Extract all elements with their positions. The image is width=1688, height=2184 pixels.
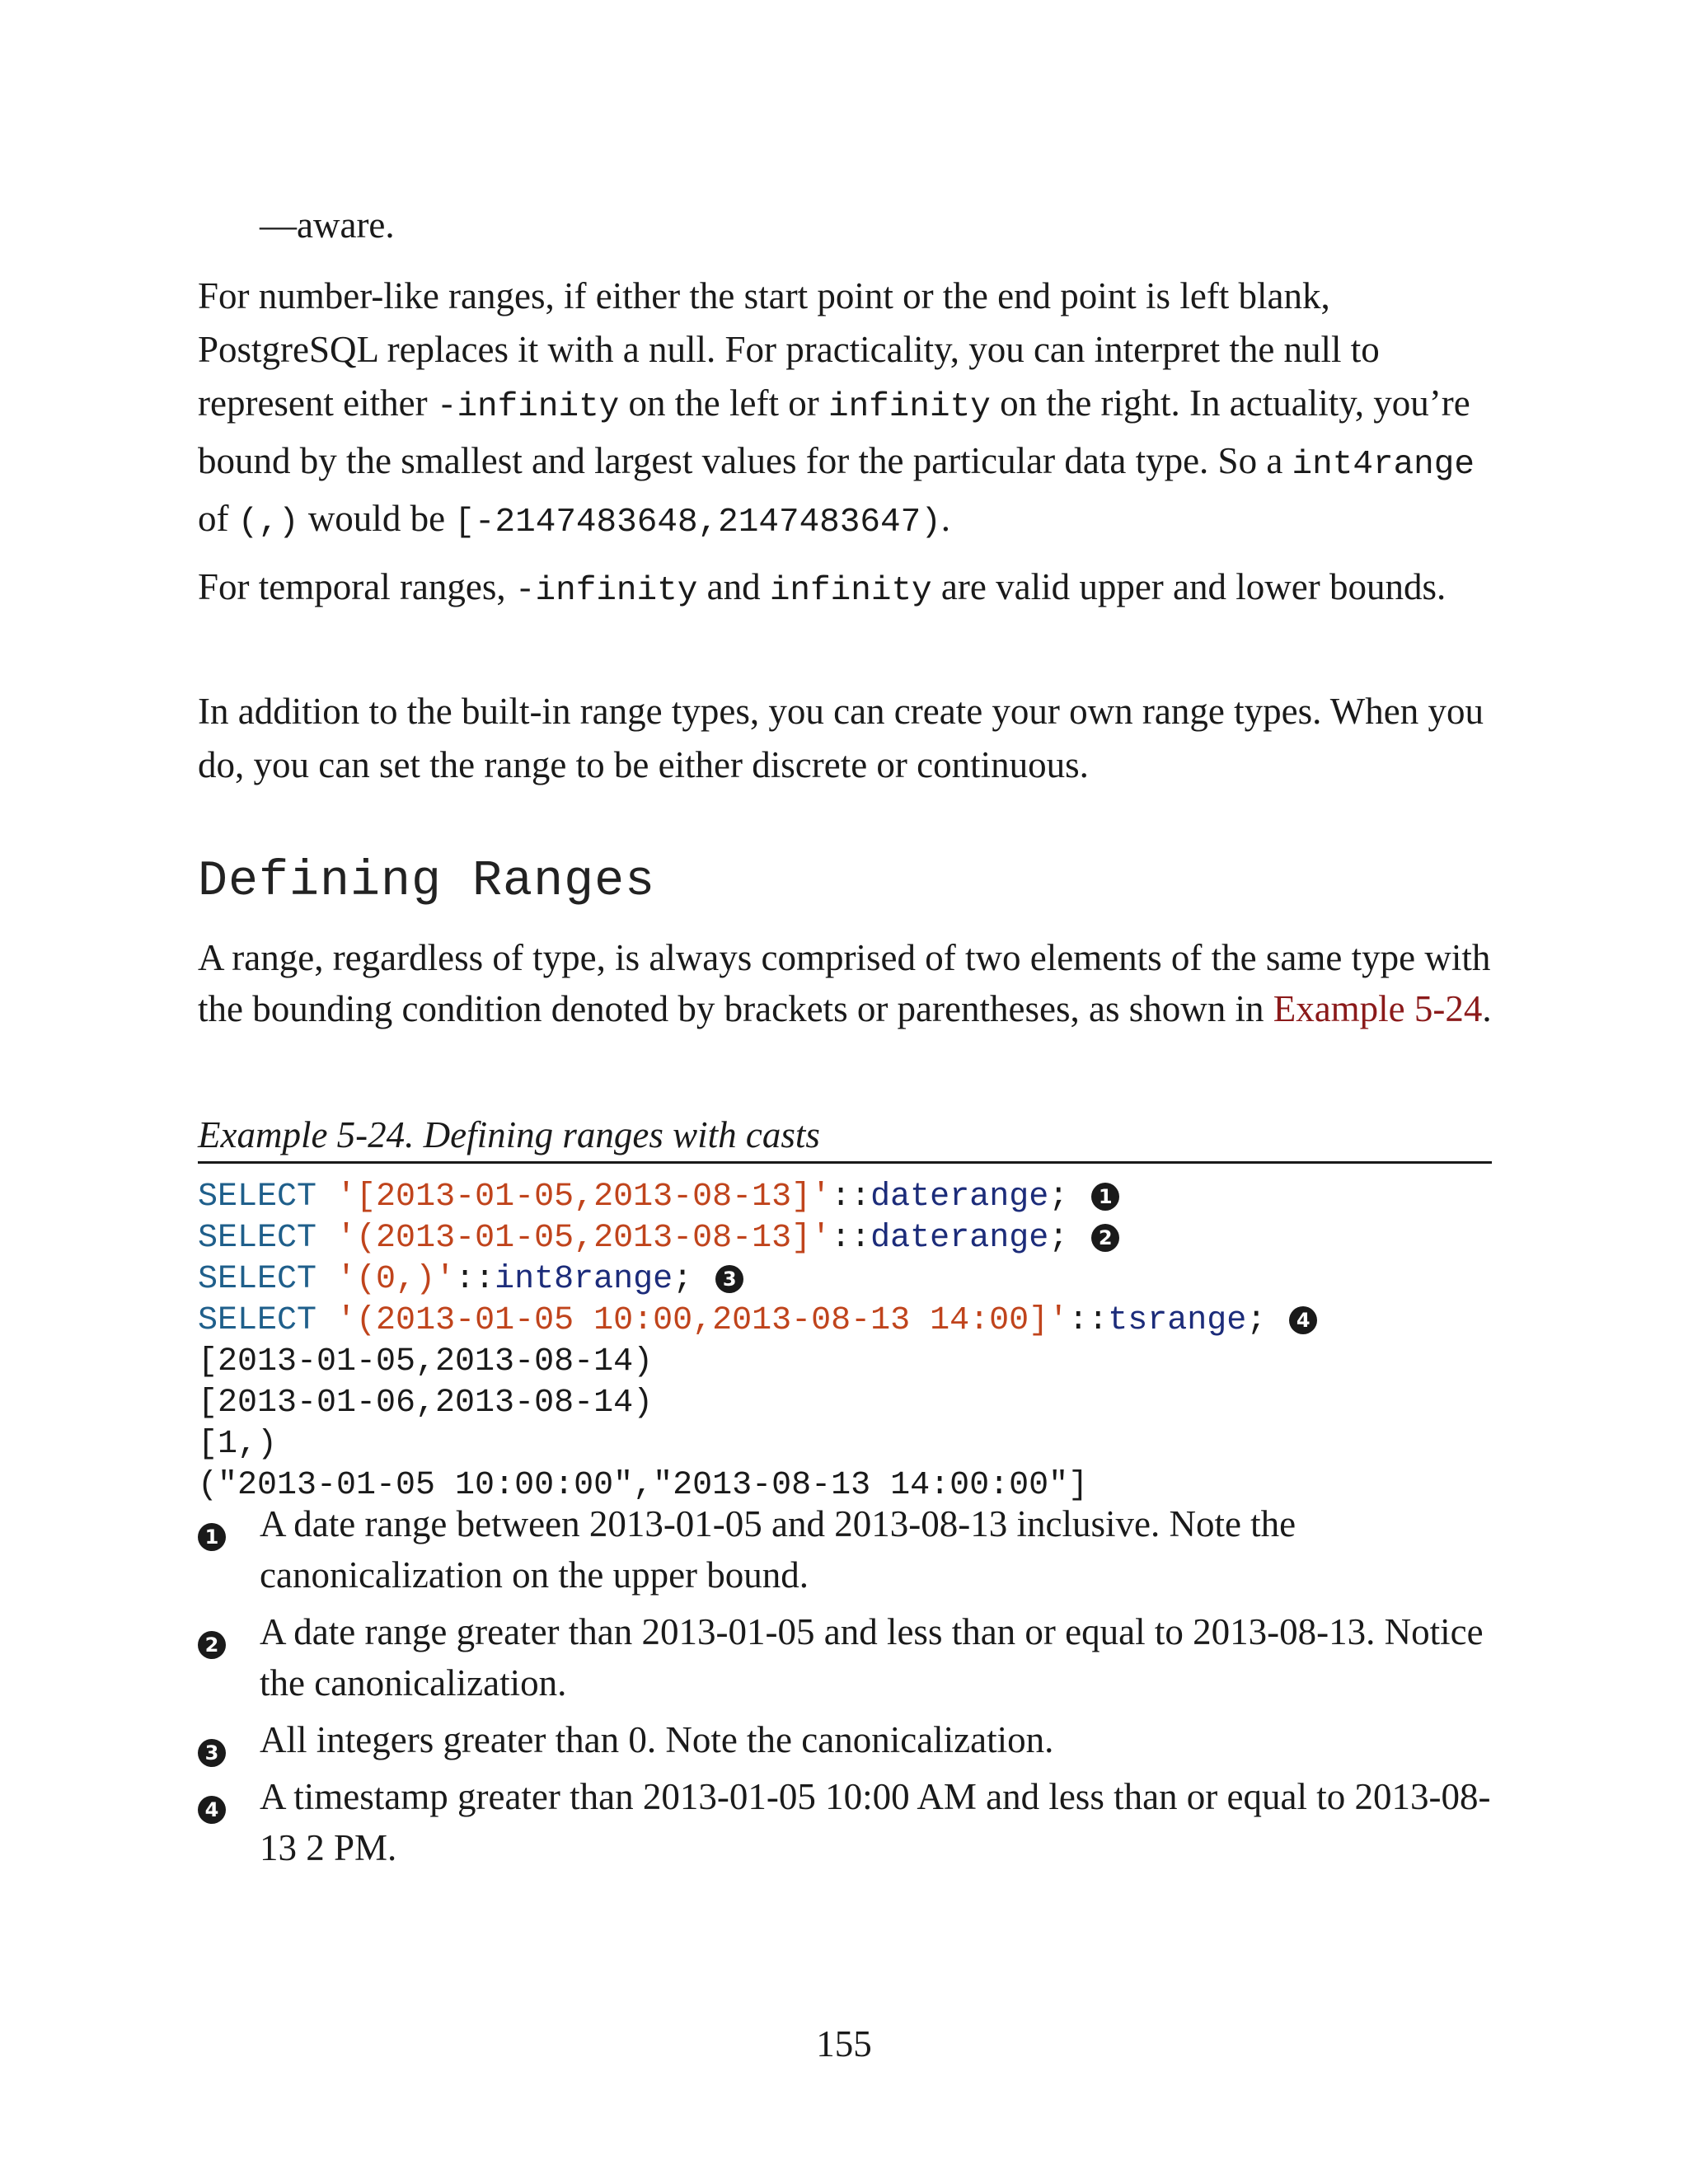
code-inline: [-2147483648,2147483647) [454,504,941,541]
text: would be [298,498,455,539]
code-terminator: ; [1246,1302,1267,1339]
callout-text: All integers greater than 0. Note the canonicalization. [260,1719,1054,1760]
callout-2-icon: 2 [198,1631,226,1659]
code-string: '(2013-01-05,2013-08-13]' [336,1220,832,1257]
code-operator: :: [831,1220,871,1257]
code-line [198,1179,1119,1216]
text: . [940,498,951,539]
code-type: daterange [870,1220,1049,1257]
code-inline: infinity [769,572,932,610]
callout-list [198,1498,1492,1879]
code-inline: infinity [828,388,991,426]
callout-1-icon: 1 [1091,1183,1119,1211]
continuation-text: —aware. [260,204,395,246]
code-keyword: SELECT [198,1261,317,1298]
callout-item [198,1498,1492,1601]
text: For temporal ranges, [198,566,515,607]
callout-3-icon: 3 [715,1265,743,1293]
example-link[interactable]: Example 5-24 [1273,988,1483,1029]
page-number: 155 [816,2023,872,2064]
code-operator: :: [1068,1302,1109,1339]
text: on the left or [619,382,828,424]
code-output-line: [1,) [198,1426,278,1463]
text: and [697,566,770,607]
text: For number-like ranges, if either the start point or the end point is left blank, PostgreSQL replaces it with a null. For practicality, you can interpret the null to represent either [198,275,1380,424]
text: on the right. In actuality, you’re bound by the smallest and largest values for the particular data type. So a [198,382,1470,481]
callout-4-icon: 4 [1289,1306,1317,1334]
code-string: '(2013-01-05 10:00,2013-08-13 14:00]' [336,1302,1069,1339]
callout-item [198,1606,1492,1708]
code-output-line: [2013-01-06,2013-08-14) [198,1385,654,1422]
callout-text: A date range between 2013-01-05 and 2013-08-13 inclusive. Note the canonicalization on the upper bound. [260,1503,1296,1596]
code-type: daterange [870,1179,1049,1216]
callout-4-icon: 4 [198,1796,226,1824]
code-terminator: ; [1048,1179,1069,1216]
paragraph-defining-ranges [198,932,1492,1034]
code-operator: :: [831,1179,871,1216]
code-inline: -infinity [514,572,698,610]
code-inline: (,) [237,504,299,541]
paragraph-custom-ranges: In addition to the built-in range types, you can create your own range types. When you do, you can set the range to be either discrete or continuous. [198,691,1484,785]
code-output-line: [2013-01-05,2013-08-14) [198,1343,654,1380]
code-inline: -infinity [436,388,620,426]
code-operator: :: [455,1261,495,1298]
paragraph-temporal-ranges [198,560,1492,618]
callout-item [198,1714,1492,1765]
callout-2-icon: 2 [1091,1224,1119,1252]
code-line [198,1261,743,1298]
callout-text: A date range greater than 2013-01-05 and less than or equal to 2013-08-13. Notice the canonicalization. [260,1611,1484,1704]
example-caption: Example 5-24. Defining ranges with casts [198,1110,1492,1164]
text: . [1482,988,1492,1029]
code-inline: int4range [1292,446,1475,484]
paragraph-number-ranges [198,269,1492,550]
text: A range, regardless of type, is always comprised of two elements of the same type with the bounding condition denoted by brackets or parentheses, as shown in [198,937,1491,1029]
code-terminator: ; [673,1261,693,1298]
section-heading: Defining Ranges [198,854,656,910]
callout-1-icon: 1 [198,1523,226,1551]
code-line [198,1302,1317,1339]
code-type: int8range [495,1261,673,1298]
code-output-line: ("2013-01-05 10:00:00","2013-08-13 14:00:00"] [198,1467,1089,1504]
code-line [198,1220,1119,1257]
code-type: tsrange [1108,1302,1247,1339]
text: are valid upper and lower bounds. [931,566,1447,607]
callout-item [198,1771,1492,1873]
code-terminator: ; [1048,1220,1069,1257]
code-block [198,1177,1317,1507]
callout-text: A timestamp greater than 2013-01-05 10:00 AM and less than or equal to 2013-08-13 2 PM. [260,1776,1491,1868]
text: of [198,498,238,539]
callout-3-icon: 3 [198,1739,226,1767]
code-keyword: SELECT [198,1179,317,1216]
code-keyword: SELECT [198,1220,317,1257]
code-string: '[2013-01-05,2013-08-13]' [336,1179,832,1216]
book-page [198,0,1492,2184]
code-keyword: SELECT [198,1302,317,1339]
code-string: '(0,)' [336,1261,456,1298]
